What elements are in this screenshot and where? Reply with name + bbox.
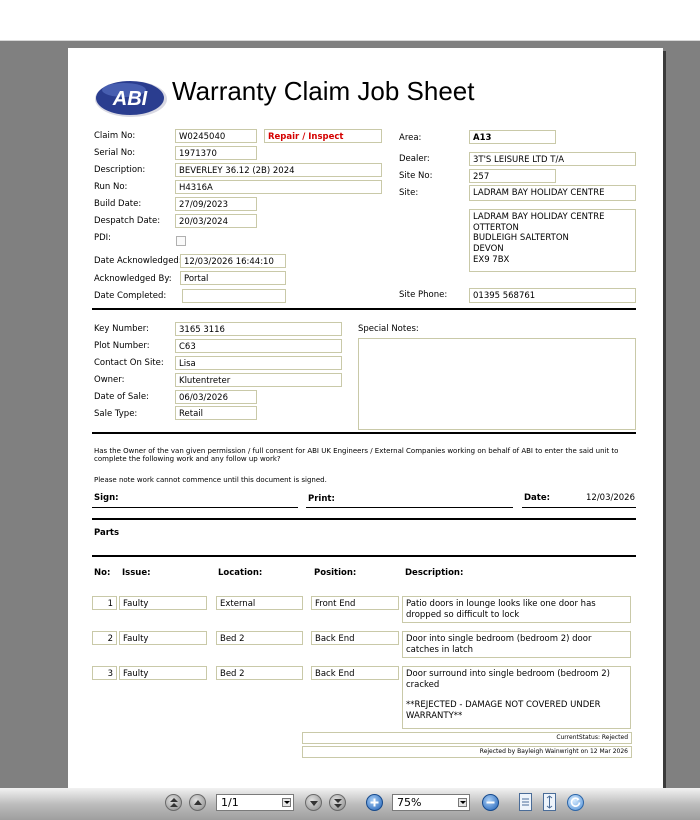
document-page [68,48,663,788]
row2-description: Door into single bedroom (bedroom 2) door catches in latch [402,631,631,658]
row1-issue: Faulty [119,596,207,610]
pdi-label: PDI: [94,233,112,243]
current-status: CurrentStatus: Rejected [302,732,632,744]
consent-note: Please note work cannot commence until this document is signed. [94,476,327,484]
rotate-button[interactable] [567,794,584,811]
last-page-icon [334,799,342,803]
contact-label: Contact On Site: [94,358,164,368]
sale-type-field: Retail [175,406,257,420]
build-date-field: 27/09/2023 [175,197,257,211]
address-field [469,209,636,272]
phone-label: Site Phone: [399,290,448,300]
row1-location: External [216,596,303,610]
next-page-button[interactable] [305,794,322,811]
owner-label: Owner: [94,375,125,385]
address-line: OTTERTON [473,222,519,233]
row3-position: Back End [311,666,399,680]
despatch-date-field: 20/03/2024 [175,214,257,228]
claim-no-field: W0245040 [175,129,257,143]
print-line [306,507,513,508]
row3-rejection-note: **REJECTED - DAMAGE NOT COVERED UNDER WARRANTY** [406,700,601,721]
completed-label: Date Completed: [94,291,167,301]
status-tag: Repair / Inspect [264,129,382,143]
zoom-value: 75% [397,796,422,809]
section-divider [92,432,636,434]
col-no: No: [94,568,111,578]
date-line [522,507,636,508]
description-field: BEVERLEY 36.12 (2B) 2024 [175,163,382,177]
row1-description: Patio doors in lounge looks like one door has dropped so difficult to lock [402,596,631,623]
chevron-down-icon [282,798,291,807]
sale-date-field: 06/03/2026 [175,390,257,404]
col-description: Description: [405,568,464,578]
row3-description-text: Door surround into single bedroom (bedroom 2) cracked [406,669,610,690]
date-label: Date: [524,493,551,503]
address-line: DEVON [473,243,504,254]
row1-position: Front End [311,596,399,610]
first-page-icon-lower [170,803,178,807]
date-value: 12/03/2026 [586,493,635,503]
consent-text: Has the Owner of the van given permission / full consent for ABI UK Engineers / External Companies working on behalf of ABI to enter the said unit to complete the following work and any follow up work? [94,447,619,464]
zoom-select[interactable] [392,794,470,811]
row2-position: Back End [311,631,399,645]
row2-location: Bed 2 [216,631,303,645]
logo-text: ABI [112,88,148,110]
section-divider [92,555,636,557]
row3-issue: Faulty [119,666,207,680]
pdi-checkbox[interactable] [176,236,186,246]
col-location: Location: [218,568,263,578]
build-date-label: Build Date: [94,199,142,209]
sign-line [92,507,298,508]
key-label: Key Number: [94,324,149,334]
down-arrow-icon [310,801,318,806]
rejected-by: Rejected by Bayleigh Wainwright on 12 Mar 2026 [302,746,632,758]
claim-no-label: Claim No: [94,131,136,141]
ack-by-label: Acknowledged By: [94,274,172,284]
description-label: Description: [94,165,146,175]
fit-width-icon [520,794,531,810]
serial-label: Serial No: [94,148,136,158]
serial-field: 1971370 [175,146,257,160]
run-label: Run No: [94,182,128,192]
notes-field [358,338,636,430]
address-line: EX9 7BX [473,254,510,265]
address-line: LADRAM BAY HOLIDAY CENTRE [473,212,605,222]
row3-location: Bed 2 [216,666,303,680]
row2-no: 2 [92,631,117,645]
last-page-icon-lower [334,804,342,808]
previous-page-button[interactable] [189,794,206,811]
area-field: A13 [469,130,556,144]
document-title: Warranty Claim Job Sheet [172,76,475,106]
contact-field: Lisa [175,356,342,370]
plus-icon [367,795,382,810]
col-issue: Issue: [122,568,151,578]
area-label: Area: [399,133,422,143]
zoom-in-button[interactable] [366,794,383,811]
zoom-out-button[interactable] [482,794,499,811]
browser-top-strip [0,0,700,41]
minus-icon [483,795,498,810]
chevron-down-icon [458,798,467,807]
parts-heading: Parts [94,528,120,538]
site-field: LADRAM BAY HOLIDAY CENTRE [469,185,636,201]
row3-description [402,666,631,729]
fit-page-button[interactable] [543,793,556,811]
pdf-viewer[interactable] [0,41,700,788]
ack-date-label: Date Acknowledged: [94,256,182,266]
ack-by-field: Portal [180,271,286,285]
completed-field [182,289,286,303]
owner-field: Klutentreter [175,373,342,387]
ack-date-field: 12/03/2026 16:44:10 [180,254,286,268]
fit-width-button[interactable] [519,793,532,811]
col-position: Position: [314,568,357,578]
print-label: Print: [308,494,335,504]
phone-field: 01395 568761 [469,288,636,303]
key-field: 3165 3116 [175,322,342,336]
address-line: BUDLEIGH SALTERTON [473,233,569,244]
sale-date-label: Date of Sale: [94,392,149,402]
viewer-toolbar [0,788,700,820]
site-label: Site: [399,188,419,198]
page-number-select[interactable] [216,794,294,811]
row1-no: 1 [92,596,117,610]
despatch-date-label: Despatch Date: [94,216,161,226]
section-divider [92,518,636,520]
abi-logo [94,78,168,118]
plot-field: C63 [175,339,342,353]
first-page-icon [170,798,178,802]
sale-type-label: Sale Type: [94,409,138,419]
site-no-field: 257 [469,169,556,183]
dealer-label: Dealer: [399,154,430,164]
fit-page-icon [544,794,555,810]
row3-no: 3 [92,666,117,680]
row2-issue: Faulty [119,631,207,645]
notes-label: Special Notes: [358,324,419,334]
first-page-button[interactable] [165,794,182,811]
run-field: H4316A [175,180,382,194]
last-page-button[interactable] [329,794,346,811]
rotate-icon [568,795,583,810]
up-arrow-icon [194,800,202,805]
sign-label: Sign: [94,493,119,503]
site-no-label: Site No: [399,171,433,181]
page-number-value: 1/1 [221,796,239,809]
dealer-field: 3T'S LEISURE LTD T/A [469,152,636,166]
plot-label: Plot Number: [94,341,150,351]
section-divider [92,308,636,310]
